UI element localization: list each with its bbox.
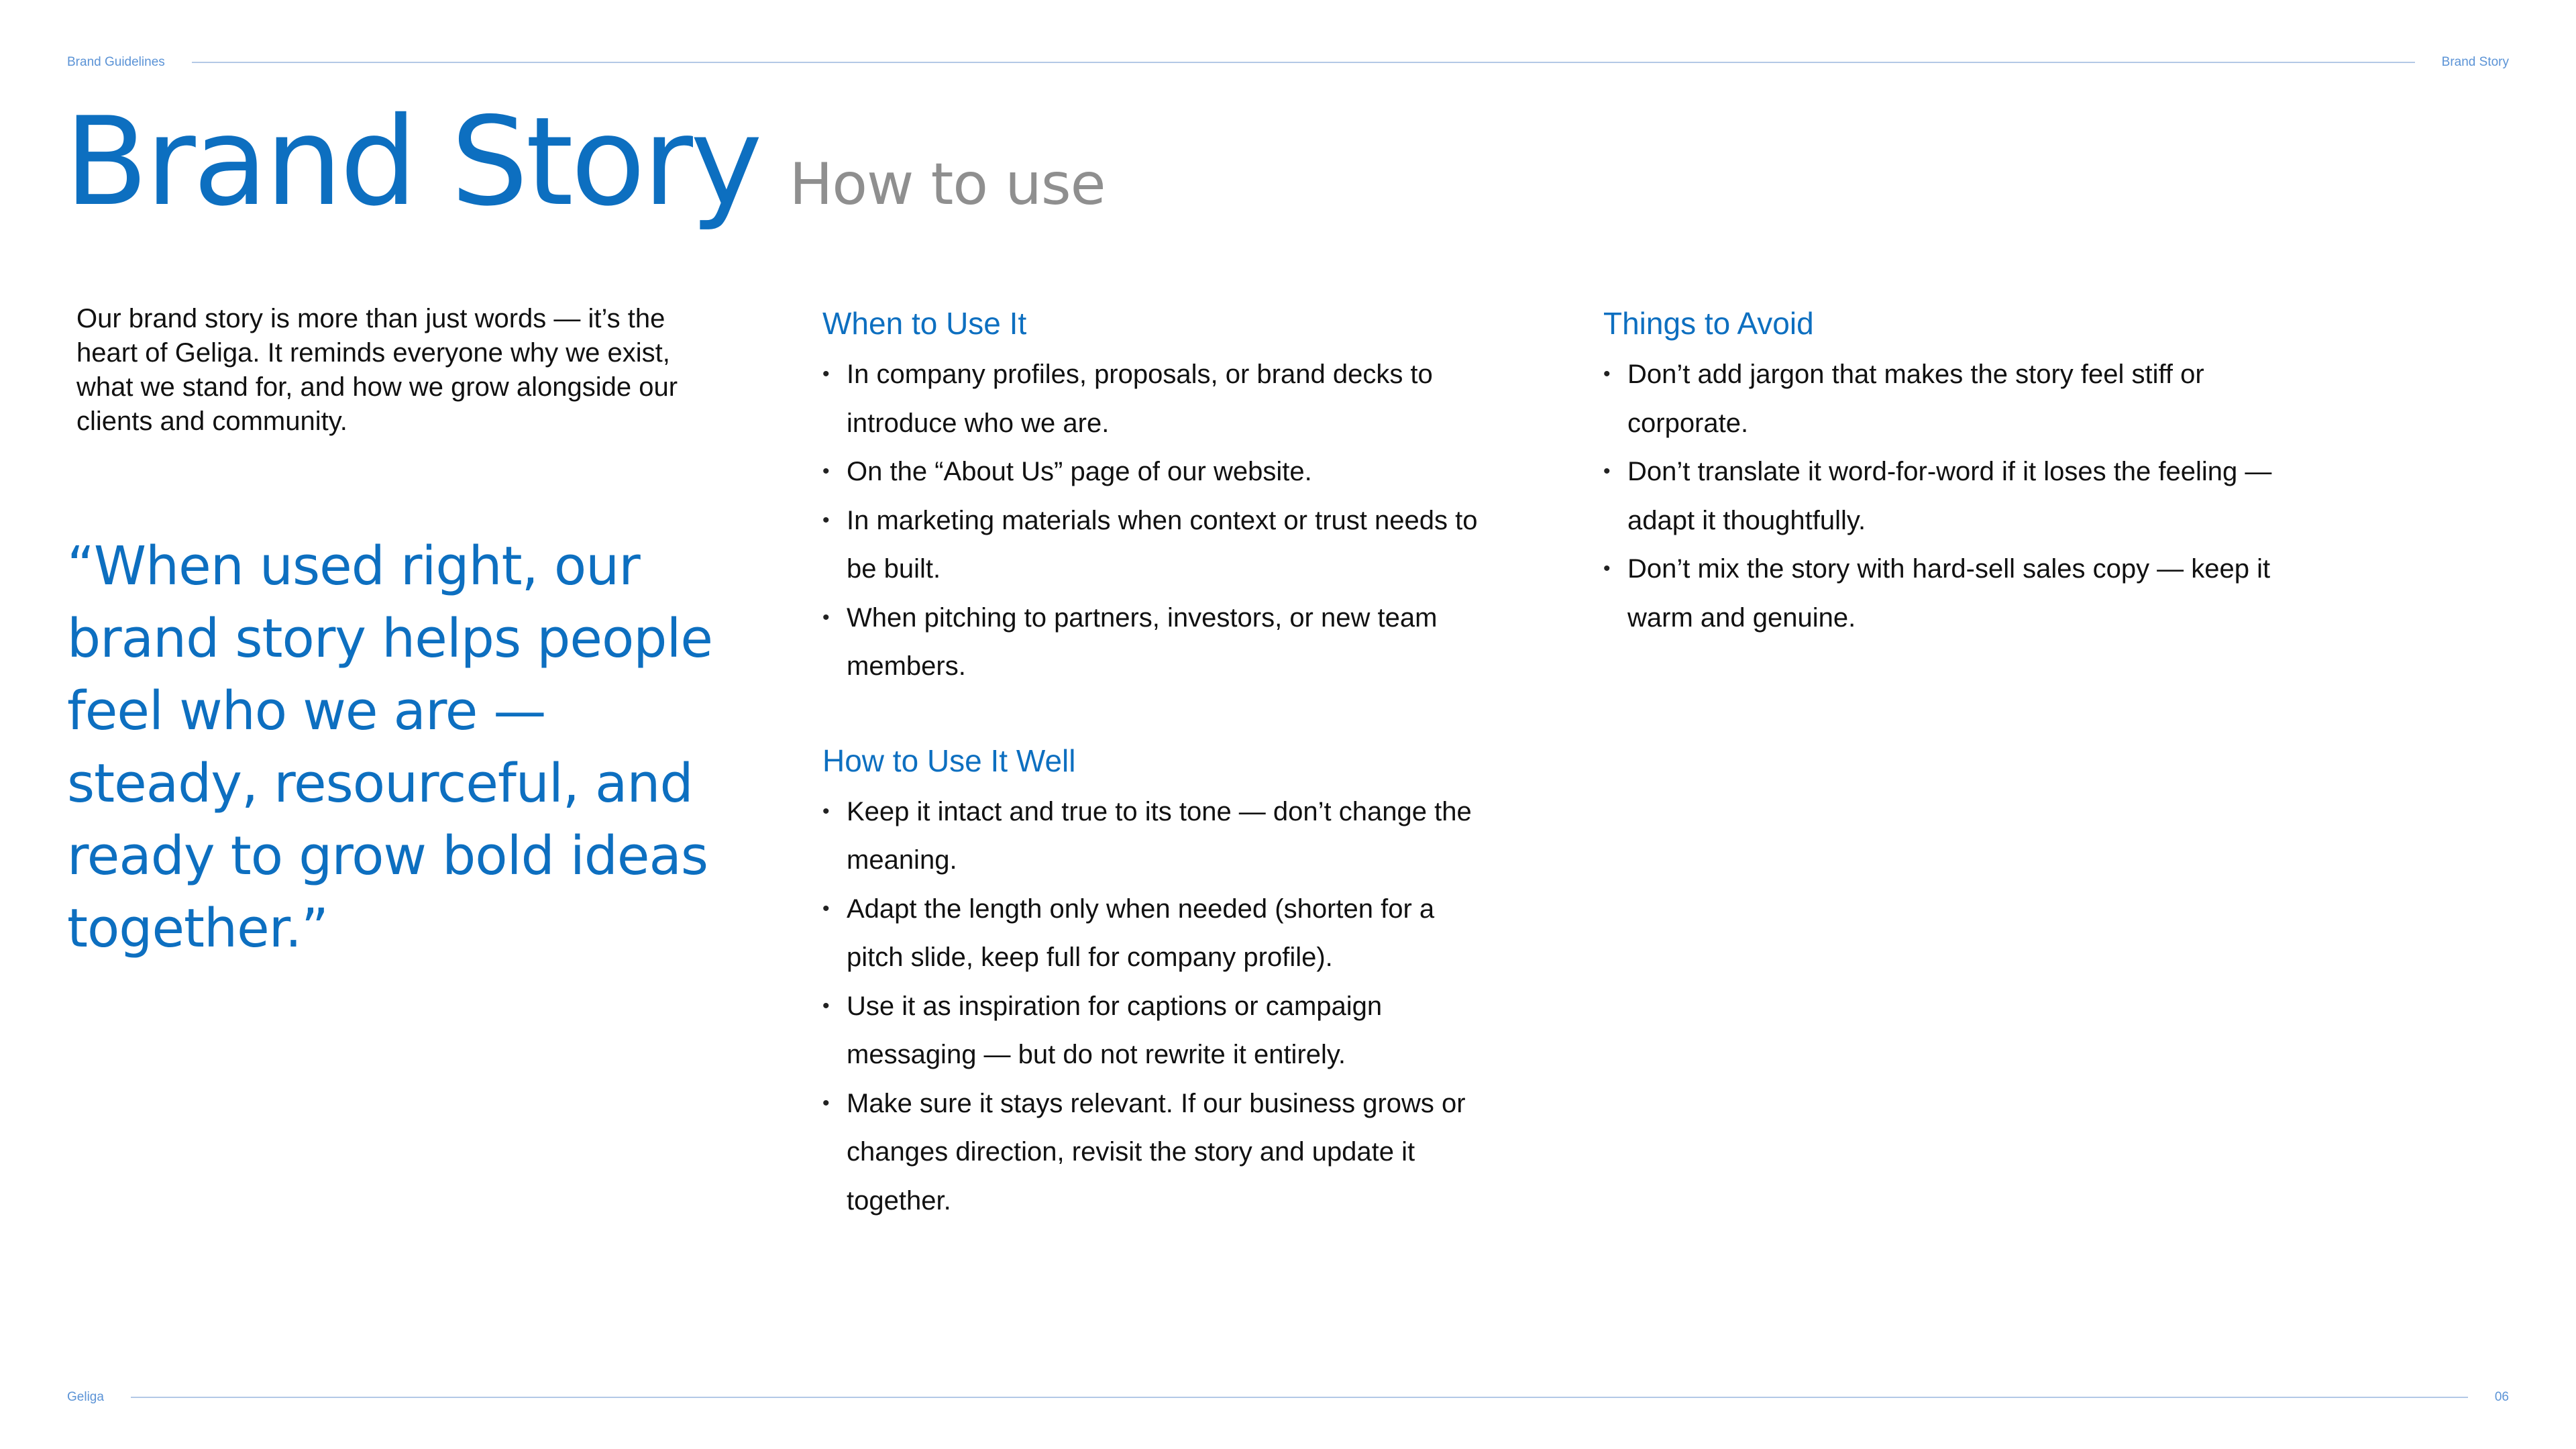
intro-paragraph: Our brand story is more than just words — it’s the heart of Geliga. It reminds everyone why we exist, what we stand for, and how we grow alongside our clients and community. (76, 304, 678, 436)
header-rule (192, 62, 2415, 63)
brand-quote: “When used right, our brand story helps people feel who we are — steady, resourceful, and ready to grow bold ideas together.” (67, 535, 712, 959)
footer-rule (131, 1397, 2468, 1398)
middle-column (822, 303, 1493, 1225)
page-number: 06 (2494, 1390, 2509, 1404)
when-to-use-heading: When to Use It (822, 306, 1027, 341)
list-item: • On the “About Us” page of our website. (822, 447, 1493, 496)
list-item: • When pitching to partners, investors, or new team members. (822, 594, 1493, 691)
page-subtitle: How to use (789, 151, 1106, 218)
things-to-avoid-heading: Things to Avoid (1603, 306, 1814, 341)
list-item: • In marketing materials when context or trust needs to be built. (822, 496, 1493, 594)
footer-brand-label: Geliga (67, 1390, 104, 1404)
page-footer (67, 1390, 2509, 1405)
when-to-use-list (822, 350, 1493, 691)
header-doc-label: Brand Guidelines (67, 55, 165, 69)
list-item: • In company profiles, proposals, or brand decks to introduce who we are. (822, 350, 1493, 447)
list-item: • Don’t mix the story with hard-sell sales copy — keep it warm and genuine. (1603, 545, 2274, 642)
list-item: • Make sure it stays relevant. If our business grows or changes direction, revisit the story and update it together. (822, 1079, 1493, 1226)
list-item: • Keep it intact and true to its tone — don’t change the meaning. (822, 788, 1493, 885)
list-item: • Adapt the length only when needed (shorten for a pitch slide, keep full for company profile). (822, 885, 1493, 982)
title-block (64, 91, 1106, 233)
how-to-use-heading: How to Use It Well (822, 743, 1076, 778)
list-item: • Don’t translate it word-for-word if it loses the feeling — adapt it thoughtfully. (1603, 447, 2274, 545)
list-item: • Use it as inspiration for captions or campaign messaging — but do not rewrite it entirely. (822, 982, 1493, 1079)
right-column (1603, 303, 2274, 642)
page-header (67, 55, 2509, 70)
things-to-avoid-list (1603, 350, 2274, 642)
how-to-use-list (822, 788, 1493, 1226)
header-section-label: Brand Story (2441, 55, 2509, 69)
page-title: Brand Story (64, 91, 760, 233)
list-item: • Don’t add jargon that makes the story feel stiff or corporate. (1603, 350, 2274, 447)
